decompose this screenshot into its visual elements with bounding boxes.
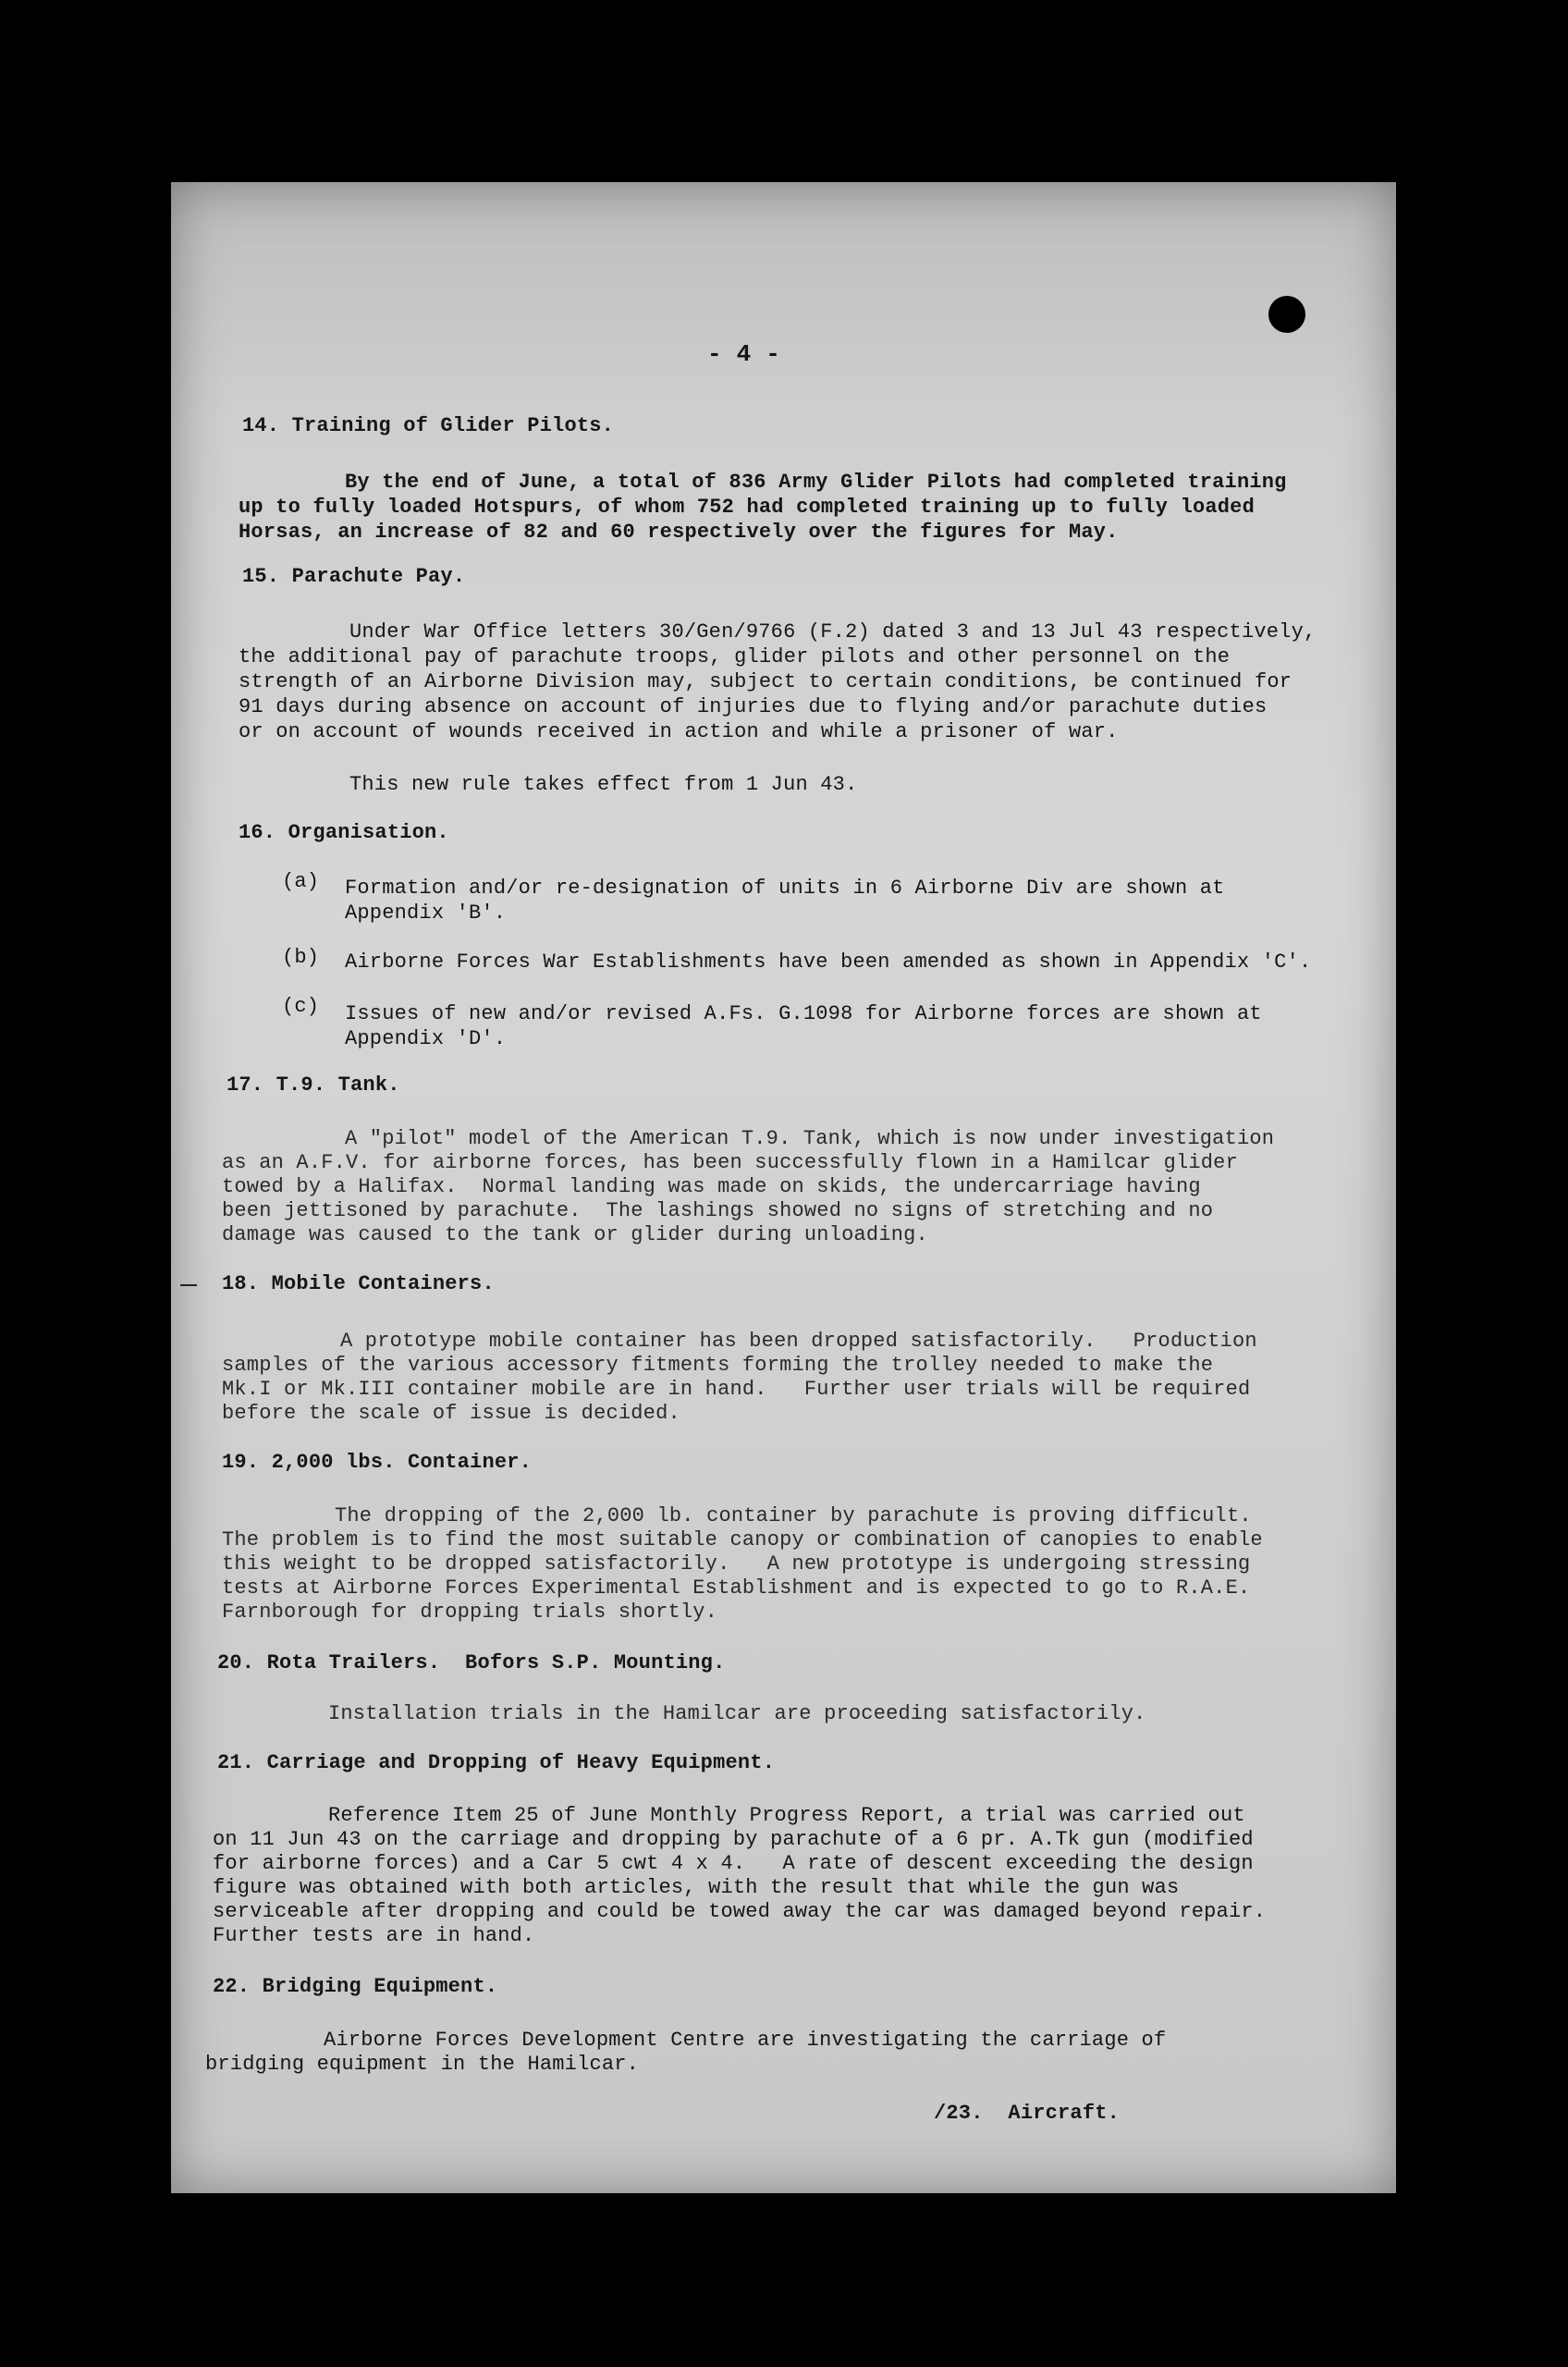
section-21-line-4: figure was obtained with both articles, with the result that while the gun was — [213, 1876, 1180, 1899]
section-19-heading: 19. 2,000 lbs. Container. — [222, 1451, 533, 1474]
section-17-line-2: as an A.F.V. for airborne forces, has been successfully flown in a Hamilcar glider — [222, 1151, 1238, 1174]
margin-dash — [180, 1284, 197, 1286]
section-14-line-3: Horsas, an increase of 82 and 60 respectively over the figures for May. — [239, 521, 1119, 544]
section-15-line-1: Under War Office letters 30/Gen/9766 (F.2) dated 3 and 13 Jul 43 respectively, — [349, 620, 1317, 644]
section-22-line-2: bridging equipment in the Hamilcar. — [205, 2053, 640, 2076]
section-19-line-3: this weight to be dropped satisfactorily. A new prototype is undergoing stressing — [222, 1552, 1251, 1576]
page-number: - 4 - — [707, 340, 781, 368]
section-16-b-line: Airborne Forces War Establishments have been amended as shown in Appendix 'C'. — [345, 950, 1312, 974]
section-21-heading: 21. Carriage and Dropping of Heavy Equipment. — [217, 1751, 776, 1774]
section-16-a-line-2: Appendix 'B'. — [345, 901, 507, 925]
section-14-heading: 14. Training of Glider Pilots. — [242, 414, 615, 437]
section-15-note: This new rule takes effect from 1 Jun 43. — [349, 773, 858, 796]
section-16-c-label: (c) — [282, 995, 320, 1018]
section-21-line-2: on 11 Jun 43 on the carriage and dropping by parachute of a 6 pr. A.Tk gun (modified — [213, 1828, 1254, 1851]
section-16-heading: 16. Organisation. — [239, 821, 449, 844]
section-17-line-3: towed by a Halifax. Normal landing was made on skids, the undercarriage having — [222, 1175, 1201, 1198]
section-17-heading: 17. T.9. Tank. — [227, 1073, 400, 1097]
section-15-line-5: or on account of wounds received in action and while a prisoner of war. — [239, 720, 1119, 743]
section-21-line-1: Reference Item 25 of June Monthly Progress Report, a trial was carried out — [328, 1804, 1245, 1827]
section-18-line-4: before the scale of issue is decided. — [222, 1402, 680, 1425]
section-22-heading: 22. Bridging Equipment. — [213, 1975, 498, 1998]
section-15-heading: 15. Parachute Pay. — [242, 565, 466, 588]
section-21-line-5: serviceable after dropping and could be towed away the car was damaged beyond repair. — [213, 1900, 1267, 1923]
section-20-line: Installation trials in the Hamilcar are proceeding satisfactorily. — [328, 1702, 1146, 1725]
section-18-line-1: A prototype mobile container has been dropped satisfactorily. Production — [340, 1330, 1257, 1353]
section-16-c-line-1: Issues of new and/or revised A.Fs. G.1098 for Airborne forces are shown at — [345, 1002, 1262, 1025]
section-19-line-2: The problem is to find the most suitable canopy or combination of canopies to enable — [222, 1528, 1263, 1551]
section-15-line-2: the additional pay of parachute troops, glider pilots and other personnel on the — [239, 645, 1231, 668]
section-19-line-5: Farnborough for dropping trials shortly. — [222, 1600, 718, 1624]
section-18-line-3: Mk.I or Mk.III container mobile are in hand. Further user trials will be required — [222, 1378, 1251, 1401]
catchword: /23. Aircraft. — [934, 2102, 1121, 2125]
section-16-a-line-1: Formation and/or re-designation of units in 6 Airborne Div are shown at — [345, 877, 1225, 900]
section-18-heading: 18. Mobile Containers. — [222, 1272, 495, 1295]
punch-hole — [1268, 296, 1305, 333]
section-17-line-4: been jettisoned by parachute. The lashings showed no signs of stretching and no — [222, 1199, 1214, 1222]
section-20-heading: 20. Rota Trailers. Bofors S.P. Mounting. — [217, 1651, 726, 1674]
section-19-line-4: tests at Airborne Forces Experimental Establishment and is expected to go to R.A.E. — [222, 1576, 1251, 1600]
section-18-line-2: samples of the various accessory fitments forming the trolley needed to make the — [222, 1354, 1214, 1377]
section-15-line-4: 91 days during absence on account of injuries due to flying and/or parachute duties — [239, 695, 1268, 718]
section-17-line-5: damage was caused to the tank or glider during unloading. — [222, 1223, 928, 1246]
section-16-a-label: (a) — [282, 870, 320, 893]
section-22-line-1: Airborne Forces Development Centre are investigating the carriage of — [324, 2029, 1167, 2052]
section-16-b-label: (b) — [282, 946, 320, 969]
section-21-line-3: for airborne forces) and a Car 5 cwt 4 x 4. A rate of descent exceeding the design — [213, 1852, 1254, 1875]
section-14-line-1: By the end of June, a total of 836 Army Glider Pilots had completed training — [345, 471, 1287, 494]
section-14-line-2: up to fully loaded Hotspurs, of whom 752 had completed training up to fully loaded — [239, 496, 1255, 519]
section-16-c-line-2: Appendix 'D'. — [345, 1027, 507, 1050]
section-15-line-3: strength of an Airborne Division may, subject to certain conditions, be continued for — [239, 670, 1292, 693]
section-21-line-6: Further tests are in hand. — [213, 1924, 535, 1947]
section-19-line-1: The dropping of the 2,000 lb. container by parachute is proving difficult. — [335, 1504, 1252, 1527]
section-17-line-1: A "pilot" model of the American T.9. Tank, which is now under investigation — [345, 1127, 1275, 1150]
